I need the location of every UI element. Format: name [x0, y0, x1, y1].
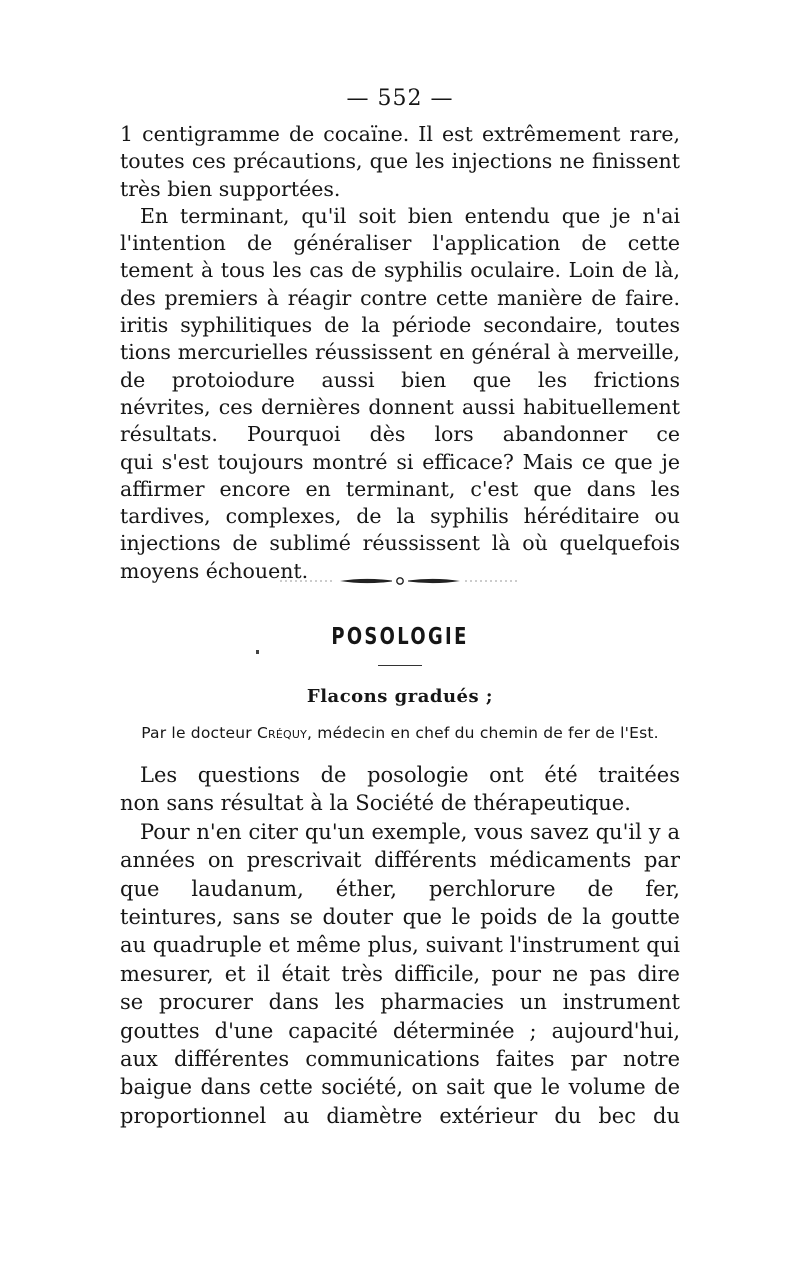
text-line: En terminant, qu'il soit bien entendu que je n'ai [140, 203, 680, 228]
text-line: névrites, ces dernières donnent aussi habituellement [120, 394, 680, 419]
text-line: l'intention de généraliser l'application de cette [120, 231, 680, 256]
byline [0, 724, 800, 742]
text-line: iritis syphilitiques de la période secondaire, toutes [120, 313, 680, 338]
ornamental-divider [280, 576, 520, 586]
text-line: que laudanum, éther, perchlorure de fer, [120, 876, 680, 901]
text-line: au quadruple et même plus, suivant l'instrument qui [120, 933, 680, 958]
text-line: gouttes d'une capacité déterminée ; aujourd'hui, [120, 1018, 680, 1043]
text-line: teintures, sans se douter que le poids de la goutte [120, 904, 680, 929]
text-line: tardives, complexes, de la syphilis héréditaire ou [120, 504, 680, 529]
text-line: injections de sublimé réussissent là où quelquefois [120, 531, 680, 556]
text-line: tement à tous les cas de syphilis oculaire. Loin de là, [120, 258, 680, 283]
byline-suffix: , médecin en chef du chemin de fer de l'Est. [307, 724, 659, 742]
byline-prefix: Par le docteur [141, 724, 257, 742]
text-line: Pour n'en citer qu'un exemple, vous savez qu'il y a [140, 819, 680, 844]
page-number: — 552 — [346, 86, 454, 111]
text-line: des premiers à réagir contre cette manière de faire. [120, 285, 680, 310]
section-title: POSOLOGIE [331, 624, 469, 650]
body-text-lower [120, 761, 680, 1130]
text-line: tions mercurielles réussissent en général à merveille, [120, 340, 680, 365]
print-speck [256, 650, 259, 654]
text-line: moyens échouent. [120, 558, 309, 583]
text-line: se procurer dans les pharmacies un instrument [120, 990, 680, 1015]
byline-author: Créquy [257, 724, 308, 742]
text-line: baigue dans cette société, on sait que le volume de [120, 1075, 680, 1100]
text-line: toutes ces précautions, que les injections ne finissent [120, 149, 680, 174]
text-line: aux différentes communications faites par notre [120, 1046, 680, 1071]
text-line: de protoiodure aussi bien que les frictions [120, 367, 680, 392]
text-line: années on prescrivait différents médicaments par [120, 848, 680, 873]
title-underline [378, 665, 422, 666]
text-line: qui s'est toujours montré si efficace? Mais ce que je [120, 449, 680, 474]
body-text-upper [120, 121, 680, 585]
text-line: non sans résultat à la Société de thérapeutique. [120, 791, 631, 816]
text-line: résultats. Pourquoi dès lors abandonner ce [120, 422, 680, 447]
text-line: proportionnel au diamètre extérieur du bec du [120, 1103, 680, 1128]
text-line: 1 centigramme de cocaïne. Il est extrêmement rare, [120, 122, 680, 146]
article-subtitle: Flacons gradués ; [306, 686, 494, 707]
text-line: très bien supportées. [120, 176, 341, 201]
text-line: mesurer, et il était très difficile, pour ne pas dire [120, 961, 680, 986]
text-line: Les questions de posologie ont été traitées [140, 763, 680, 787]
text-line: affirmer encore en terminant, c'est que dans les [120, 476, 680, 501]
